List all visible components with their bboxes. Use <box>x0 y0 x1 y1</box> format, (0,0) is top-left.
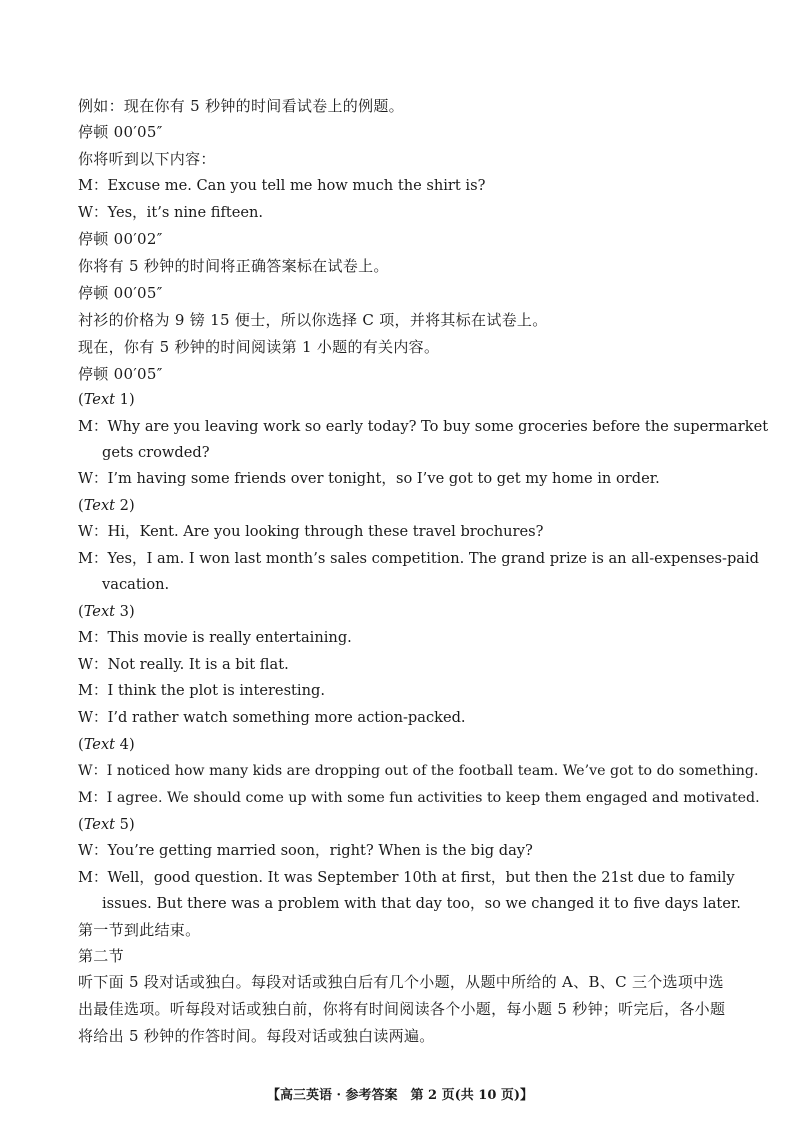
dialogue-line: gets crowded? <box>102 444 210 461</box>
dialogue-line: W：I’m having some friends over tonight，so I’ve got to get my home in order. <box>78 470 660 487</box>
mark-instruction: 你将有 5 秒钟的时间将正确答案标在试卷上。 <box>78 257 389 275</box>
page-footer: 【高三英语 · 参考答案 第 2 页(共 10 页)】 <box>266 1088 534 1103</box>
pause-marker: 停顿 00′05″ <box>78 365 163 383</box>
dialogue-line: M：I agree. We should come up with some fun activities to keep them engaged and motivated. <box>78 790 760 806</box>
now-instruction: 现在，你有 5 秒钟的时间阅读第 1 小题的有关内容。 <box>78 338 440 356</box>
dialogue-line: issues. But there was a problem with that day too，so we changed it to five days later. <box>102 895 741 912</box>
section-two-instruction: 听下面 5 段对话或独白。每段对话或独白后有几个小题，从题中所给的 A、B、C 三个选项中选 <box>78 973 724 991</box>
section-two-heading: 第二节 <box>78 947 124 965</box>
section-end-text: 第一节到此结束。 <box>78 921 201 939</box>
example-instruction: 例如：现在你有 5 秒钟的时间看试卷上的例题。 <box>78 97 404 115</box>
text-label: (Text 3) <box>78 603 135 620</box>
dialogue-line: W：You’re getting married soon，right? When is the big day? <box>78 842 533 859</box>
section-two-instruction: 出最佳选项。听每段对话或独白前，你将有时间阅读各个小题，每小题 5 秒钟；听完后，各小题 <box>78 1000 726 1018</box>
dialogue-line: M：Well，good question. It was September 10th at first，but then the 21st due to family <box>78 869 735 886</box>
price-explanation: 衬衫的价格为 9 镑 15 便士，所以你选择 C 项，并将其标在试卷上。 <box>78 311 548 329</box>
dialogue-line: vacation. <box>102 576 170 593</box>
text-label: (Text 1) <box>78 391 135 408</box>
pause-marker: 停顿 00′02″ <box>78 230 163 248</box>
text-label: (Text 4) <box>78 736 135 753</box>
dialogue-line: M：I think the plot is interesting. <box>78 682 325 699</box>
dialogue-line: M：Why are you leaving work so early today? To buy some groceries before the supermarket <box>78 418 769 435</box>
section-two-instruction: 将给出 5 秒钟的作答时间。每段对话或独白读两遍。 <box>78 1027 435 1045</box>
dialogue-line: M：Yes，I am. I won last month’s sales competition. The grand prize is an all-expenses-paid <box>78 550 760 567</box>
pause-marker: 停顿 00′05″ <box>78 123 163 141</box>
example-w-line: W：Yes，it’s nine fifteen. <box>78 204 264 221</box>
pause-marker: 停顿 00′05″ <box>78 284 163 302</box>
dialogue-line: W：I noticed how many kids are dropping out of the football team. We’ve got to do something. <box>78 763 759 779</box>
text-label: (Text 5) <box>78 816 135 833</box>
dialogue-line: W：Not really. It is a bit flat. <box>78 656 289 673</box>
example-m-line: M：Excuse me. Can you tell me how much the shirt is? <box>78 177 486 194</box>
dialogue-line: W：I’d rather watch something more action-packed. <box>78 709 466 726</box>
dialogue-line: M：This movie is really entertaining. <box>78 629 352 646</box>
dialogue-line: W：Hi，Kent. Are you looking through these travel brochures? <box>78 523 544 540</box>
hear-instruction: 你将听到以下内容： <box>78 150 216 168</box>
text-label: (Text 2) <box>78 497 135 514</box>
